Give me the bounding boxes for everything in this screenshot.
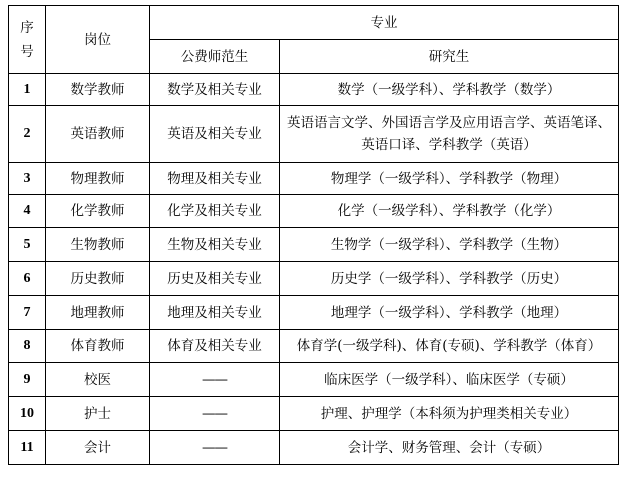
table-row (9, 296, 619, 330)
row-no: 3 (9, 163, 46, 195)
header-postgrad: 研究生 (280, 40, 619, 74)
row-position: 物理教师 (46, 163, 150, 195)
row-postgrad-major (280, 106, 619, 163)
row-normal-major: —— (150, 397, 280, 431)
row-postgrad-major: 临床医学（一级学科）、临床医学（专硕） (280, 363, 619, 397)
table-row (9, 195, 619, 228)
table-row (9, 106, 619, 163)
row-postgrad-major: 护理、护理学（本科须为护理类相关专业） (280, 397, 619, 431)
table-row (9, 397, 619, 431)
header-seq (9, 6, 46, 74)
table-row (9, 431, 619, 465)
row-normal-major: 体育及相关专业 (150, 330, 280, 363)
table-row (9, 262, 619, 296)
row-no: 6 (9, 262, 46, 296)
row-position: 护士 (46, 397, 150, 431)
table-row (9, 163, 619, 195)
row-position: 化学教师 (46, 195, 150, 228)
row-no: 7 (9, 296, 46, 330)
row-postgrad-major: 生物学（一级学科）、学科教学（生物） (280, 228, 619, 262)
row-normal-major: 化学及相关专业 (150, 195, 280, 228)
row-no: 4 (9, 195, 46, 228)
row-no: 5 (9, 228, 46, 262)
table-row (9, 363, 619, 397)
row-normal-major: 生物及相关专业 (150, 228, 280, 262)
table-row (9, 74, 619, 106)
row-position: 会计 (46, 431, 150, 465)
row-normal-major: —— (150, 431, 280, 465)
row-no: 8 (9, 330, 46, 363)
row-no: 2 (9, 106, 46, 163)
row-postgrad-line2: 英语口译、学科教学（英语） (361, 137, 537, 153)
table-row (9, 330, 619, 363)
header-seq-line1: 序 (20, 19, 34, 36)
header-seq-line2: 号 (20, 43, 34, 60)
row-postgrad-line1: 英语语言文学、外国语言学及应用语言学、英语笔译、 (287, 115, 611, 131)
row-position: 历史教师 (46, 262, 150, 296)
row-no: 1 (9, 74, 46, 106)
row-postgrad-major: 地理学（一级学科）、学科教学（地理） (280, 296, 619, 330)
row-no: 10 (9, 397, 46, 431)
header-normal-grad: 公费师范生 (150, 40, 280, 74)
row-normal-major: 数学及相关专业 (150, 74, 280, 106)
header-position: 岗位 (46, 6, 150, 74)
recruitment-table (8, 5, 619, 465)
row-normal-major: 地理及相关专业 (150, 296, 280, 330)
row-normal-major: 物理及相关专业 (150, 163, 280, 195)
recruitment-table-container (8, 5, 619, 465)
header-major: 专业 (150, 6, 619, 40)
row-postgrad-major: 体育学(一级学科)、体育(专硕)、学科教学（体育） (280, 330, 619, 363)
row-position: 生物教师 (46, 228, 150, 262)
row-position: 体育教师 (46, 330, 150, 363)
row-normal-major: 英语及相关专业 (150, 106, 280, 163)
row-position: 英语教师 (46, 106, 150, 163)
row-position: 校医 (46, 363, 150, 397)
header-row-1 (9, 6, 619, 40)
row-postgrad-major: 数学（一级学科）、学科教学（数学） (280, 74, 619, 106)
row-position: 数学教师 (46, 74, 150, 106)
row-postgrad-major: 历史学（一级学科）、学科教学（历史） (280, 262, 619, 296)
row-normal-major: 历史及相关专业 (150, 262, 280, 296)
row-postgrad-major: 物理学（一级学科）、学科教学（物理） (280, 163, 619, 195)
row-postgrad-major: 化学（一级学科）、学科教学（化学） (280, 195, 619, 228)
row-normal-major: —— (150, 363, 280, 397)
row-no: 9 (9, 363, 46, 397)
row-no: 11 (9, 431, 46, 465)
row-position: 地理教师 (46, 296, 150, 330)
row-postgrad-major: 会计学、财务管理、会计（专硕） (280, 431, 619, 465)
table-row (9, 228, 619, 262)
